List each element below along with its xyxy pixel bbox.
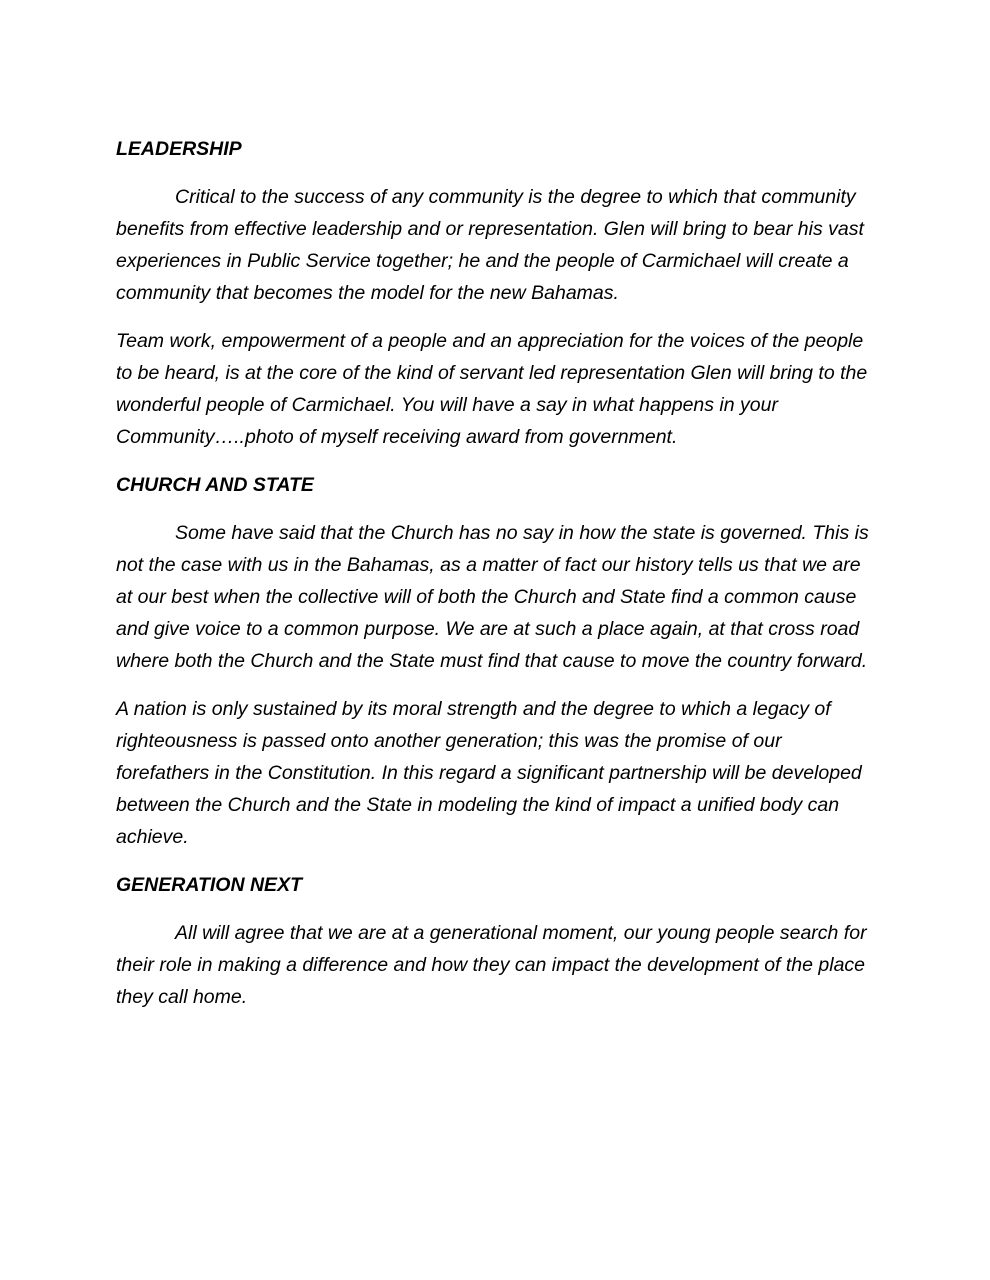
- section-heading-leadership: LEADERSHIP: [116, 138, 242, 160]
- leadership-paragraph-1: Critical to the success of any community is the degree to which that community benefits from effective leadership and or representation. Glen will bring to bear his vast experiences in Public Service together; he and the people of Carmichael will create a community that becomes the model for the new Bahamas.: [116, 186, 864, 304]
- leadership-paragraph-2: Team work, empowerment of a people and an appreciation for the voices of the people to be heard, is at the core of the kind of servant led representation Glen will bring to the wonderful people of Carmichael. You will have a say in what happens in your Community…..photo of myself receiving award from government.: [116, 330, 868, 448]
- church-and-state-paragraph-2: A nation is only sustained by its moral strength and the degree to which a legacy of righteousness is passed onto another generation; this was the promise of our forefathers in the Constitution. In this regard a significant partnership will be developed between the Church and the State in modeling the kind of impact a unified body can achieve.: [116, 698, 862, 848]
- generation-next-paragraph-1: All will agree that we are at a generational moment, our young people search for their role in making a difference and how they can impact the development of the place they call home.: [116, 922, 867, 1008]
- section-heading-church-and-state: CHURCH AND STATE: [116, 474, 314, 496]
- document-page: [116, 133, 876, 1029]
- section-heading-generation-next: GENERATION NEXT: [116, 874, 302, 896]
- church-and-state-paragraph-1: Some have said that the Church has no say in how the state is governed. This is not the case with us in the Bahamas, as a matter of fact our history tells us that we are at our best when the collective will of both the Church and State find a common cause and give voice to a common purpose. We are at such a place again, at that cross road where both the Church and the State must find that cause to move the country forward.: [116, 522, 869, 672]
